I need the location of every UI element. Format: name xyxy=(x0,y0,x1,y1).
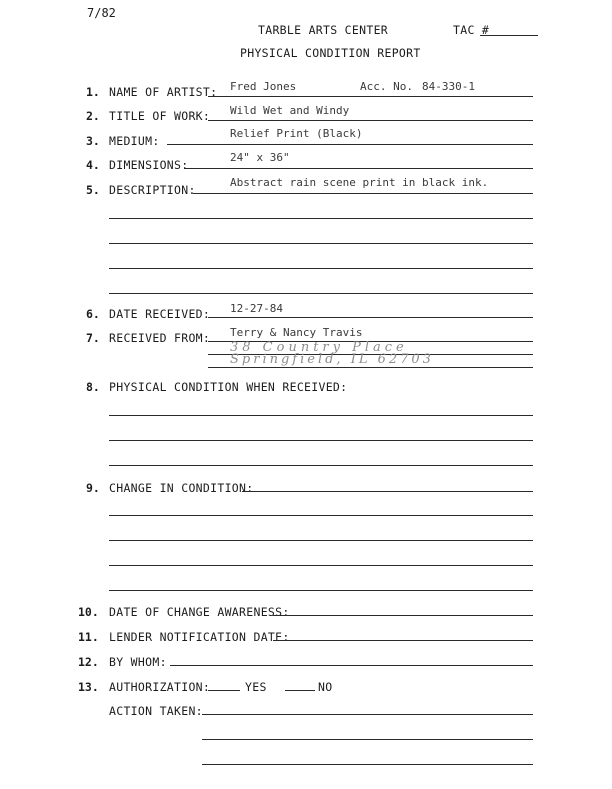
description-line[interactable] xyxy=(109,293,533,294)
received-from-label: RECEIVED FROM: xyxy=(109,331,211,345)
change-condition-line[interactable] xyxy=(109,540,533,541)
tac-number-line[interactable] xyxy=(480,35,538,36)
action-taken-line[interactable] xyxy=(202,764,533,765)
physical-condition-line[interactable] xyxy=(109,415,533,416)
action-taken-label: ACTION TAKEN: xyxy=(109,704,203,718)
action-taken-line[interactable] xyxy=(202,714,533,715)
change-condition-label: CHANGE IN CONDITION: xyxy=(109,481,254,495)
dimensions-label: DIMENSIONS: xyxy=(109,158,189,172)
center-name: TARBLE ARTS CENTER xyxy=(258,23,389,37)
field-5-number: 5. xyxy=(86,183,100,197)
date-received-label: DATE RECEIVED: xyxy=(109,307,211,321)
physical-condition-line[interactable] xyxy=(109,440,533,441)
field-11-number: 11. xyxy=(78,630,99,644)
field-3-number: 3. xyxy=(86,134,100,148)
lender-notification-label: LENDER NOTIFICATION DATE: xyxy=(109,630,290,644)
action-taken-line[interactable] xyxy=(202,739,533,740)
field-4-number: 4. xyxy=(86,158,100,172)
change-condition-line[interactable] xyxy=(109,515,533,516)
field-12-number: 12. xyxy=(78,655,99,669)
description-label: DESCRIPTION: xyxy=(109,183,196,197)
medium-line[interactable] xyxy=(167,144,533,145)
authorization-yes-label: YES xyxy=(245,680,267,694)
date-change-label: DATE OF CHANGE AWARENESS: xyxy=(109,605,290,619)
field-10-number: 10. xyxy=(78,605,99,619)
field-7-number: 7. xyxy=(86,331,100,345)
report-title: PHYSICAL CONDITION REPORT xyxy=(240,46,421,60)
date-change-line[interactable] xyxy=(273,615,533,616)
description-line[interactable] xyxy=(109,243,533,244)
physical-condition-label: PHYSICAL CONDITION WHEN RECEIVED: xyxy=(109,380,348,394)
address-line[interactable] xyxy=(208,367,533,368)
dimensions-line[interactable] xyxy=(185,168,533,169)
field-6-number: 6. xyxy=(86,307,100,321)
description-line[interactable] xyxy=(109,218,533,219)
authorization-no-blank[interactable] xyxy=(285,690,315,691)
title-line[interactable] xyxy=(208,120,533,121)
change-condition-line[interactable] xyxy=(109,590,533,591)
title-label: TITLE OF WORK: xyxy=(109,109,211,123)
date-received-line[interactable] xyxy=(208,317,533,318)
title-value: Wild Wet and Windy xyxy=(230,104,350,117)
authorization-no-label: NO xyxy=(318,680,333,694)
field-8-number: 8. xyxy=(86,380,100,394)
medium-value: Relief Print (Black) xyxy=(230,127,363,140)
description-line[interactable] xyxy=(193,193,533,194)
field-1-number: 1. xyxy=(86,85,100,99)
tac-label: TAC # xyxy=(453,23,490,37)
physical-condition-line[interactable] xyxy=(109,465,533,466)
change-condition-line[interactable] xyxy=(109,565,533,566)
address-line-1: 38 Country Place xyxy=(230,340,408,355)
address-line-2: Springfield, IL 62703 xyxy=(230,352,434,367)
change-condition-line[interactable] xyxy=(242,491,533,492)
dimensions-value: 24" x 36" xyxy=(230,151,290,164)
received-from-value: Terry & Nancy Travis xyxy=(230,326,363,339)
acc-no-label: Acc. No. xyxy=(360,80,413,93)
medium-label: MEDIUM: xyxy=(109,134,160,148)
artist-value: Fred Jones xyxy=(230,80,297,93)
date-received-value: 12-27-84 xyxy=(230,302,283,315)
authorization-label: AUTHORIZATION: xyxy=(109,680,211,694)
field-13-number: 13. xyxy=(78,680,99,694)
artist-label: NAME OF ARTIST: xyxy=(109,85,218,99)
by-whom-line[interactable] xyxy=(170,665,533,666)
lender-notification-line[interactable] xyxy=(273,640,533,641)
by-whom-label: BY WHOM: xyxy=(109,655,167,669)
field-2-number: 2. xyxy=(86,109,100,123)
description-line[interactable] xyxy=(109,268,533,269)
description-value: Abstract rain scene print in black ink. xyxy=(230,176,489,189)
date-stamp: 7/82 xyxy=(87,6,116,20)
authorization-yes-blank[interactable] xyxy=(208,690,240,691)
artist-line[interactable] xyxy=(208,96,533,97)
field-9-number: 9. xyxy=(86,481,100,495)
acc-no-value: 84-330-1 xyxy=(422,80,475,93)
